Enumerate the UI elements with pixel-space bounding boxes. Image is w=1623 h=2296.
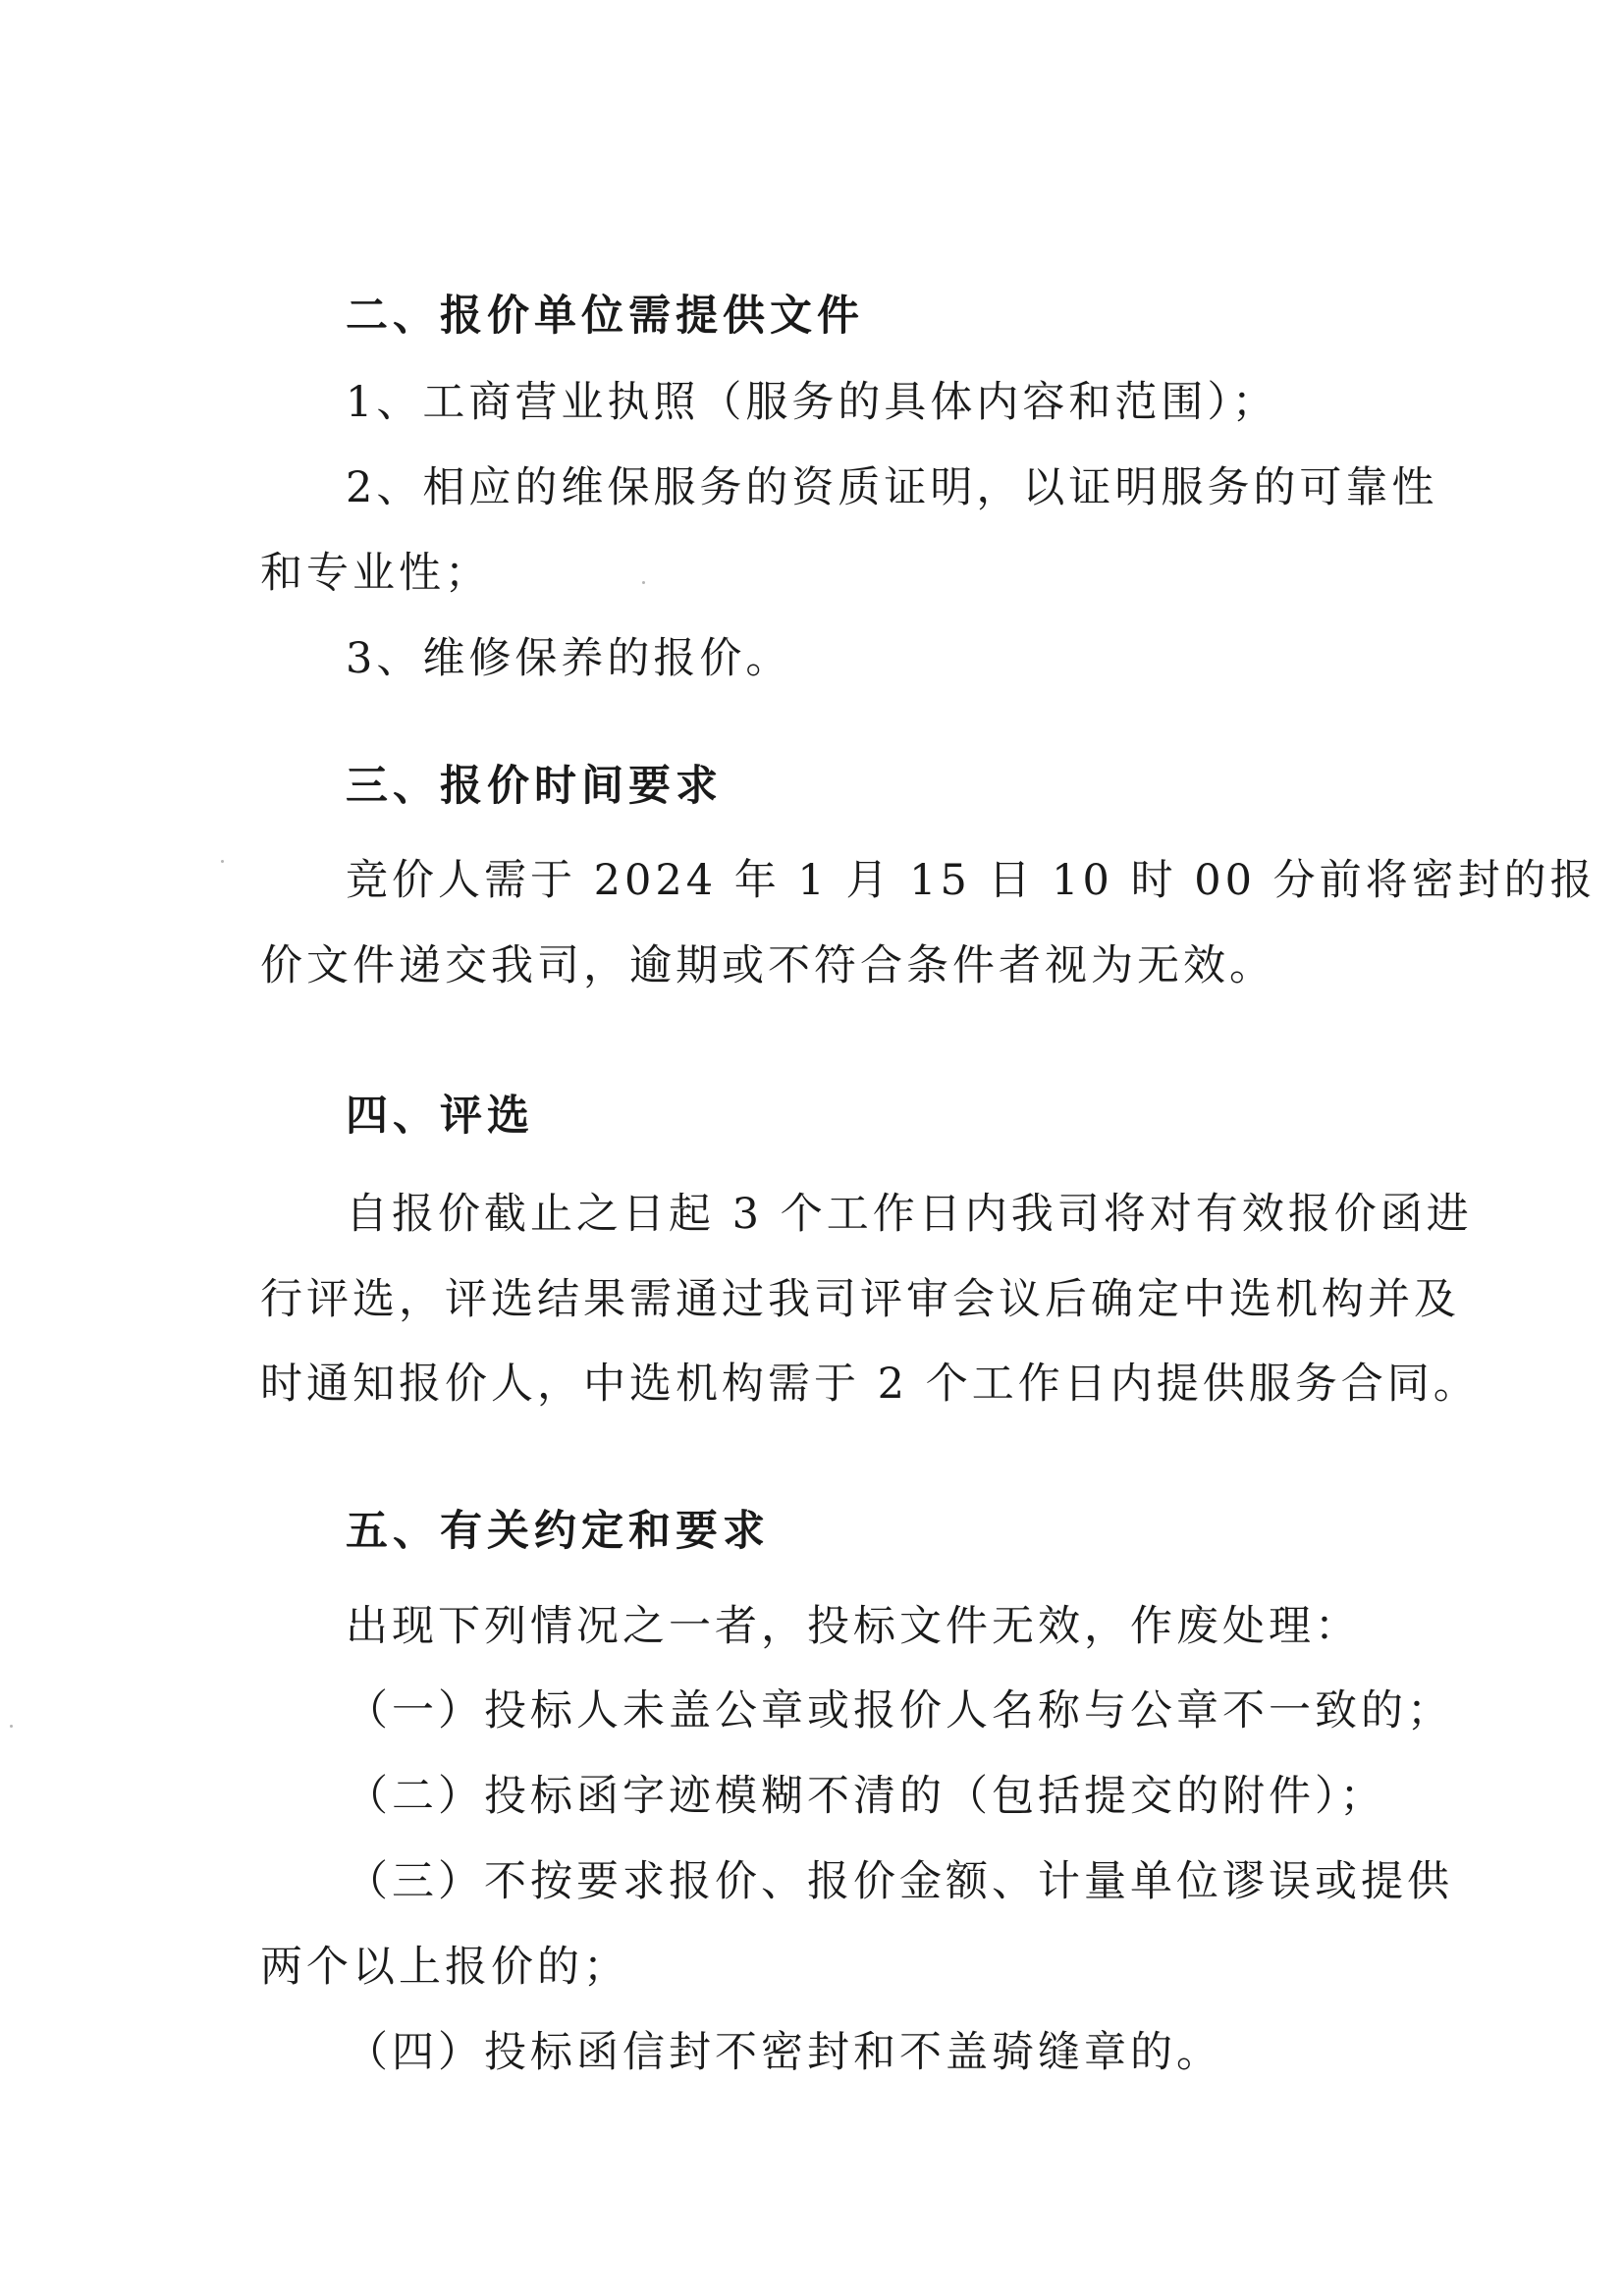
section-3-heading: 三、报价时间要求 bbox=[346, 762, 723, 811]
section-5-heading: 五、有关约定和要求 bbox=[346, 1507, 770, 1556]
section-2-line-4: 3、维修保养的报价。 bbox=[346, 634, 792, 683]
section-5-line-3: （二）投标函字迹模糊不清的（包括提交的附件）； bbox=[346, 1772, 1386, 1821]
section-5-line-6: （四）投标函信封不密封和不盖骑缝章的。 bbox=[346, 2028, 1222, 2077]
section-3-line-2: 价文件递交我司，逾期或不符合条件者视为无效。 bbox=[260, 941, 1275, 990]
section-4-line-3: 时通知报价人，中选机构需于 2 个工作日内提供服务合同。 bbox=[260, 1360, 1480, 1409]
section-2-heading: 二、报价单位需提供文件 bbox=[346, 292, 864, 341]
section-3-line-1: 竞价人需于 2024 年 1 月 15 日 10 时 00 分前将密封的报 bbox=[346, 856, 1596, 905]
section-5-line-5: 两个以上报价的； bbox=[260, 1943, 629, 1992]
section-4-heading: 四、评选 bbox=[346, 1092, 534, 1141]
section-2-line-3: 和专业性； bbox=[260, 549, 491, 598]
section-4-line-2: 行评选，评选结果需通过我司评审会议后确定中选机构并及 bbox=[260, 1275, 1460, 1324]
section-5-line-1: 出现下列情况之一者，投标文件无效，作废处理： bbox=[346, 1602, 1361, 1651]
scan-speck bbox=[10, 1725, 13, 1728]
section-4-line-1: 自报价截止之日起 3 个工作日内我司将对有效报价函进 bbox=[346, 1190, 1473, 1239]
section-5-line-4: （三）不按要求报价、报价金额、计量单位谬误或提供 bbox=[346, 1857, 1453, 1906]
scan-speck bbox=[642, 581, 645, 584]
section-2-line-2: 2、相应的维保服务的资质证明，以证明服务的可靠性 bbox=[346, 463, 1438, 512]
section-5-line-2: （一）投标人未盖公章或报价人名称与公章不一致的； bbox=[346, 1686, 1453, 1735]
section-2-line-1: 1、工商营业执照（服务的具体内容和范围）； bbox=[346, 378, 1278, 427]
scan-speck bbox=[221, 860, 224, 863]
